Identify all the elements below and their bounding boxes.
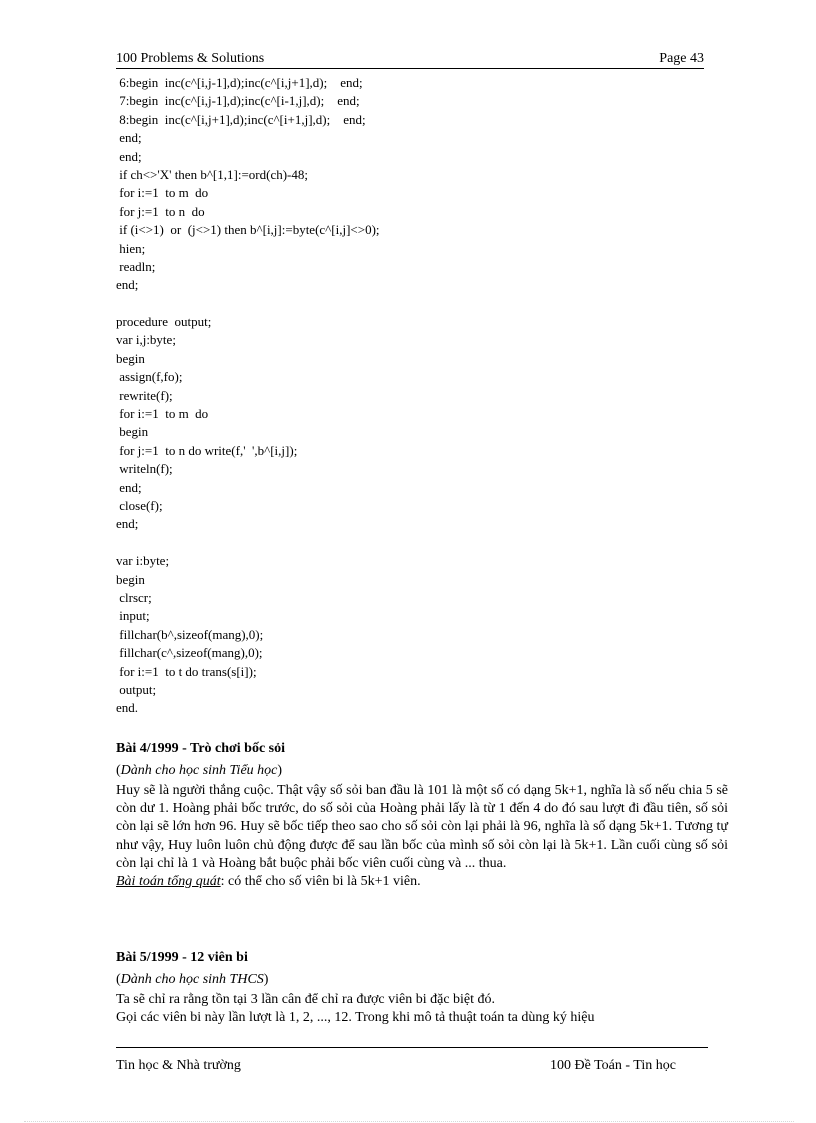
code-line: begin — [116, 350, 145, 366]
header-title: 100 Problems & Solutions — [116, 51, 265, 66]
code-line: 8:begin inc(c^[i,j+1],d);inc(c^[i+1,j],d); end; — [116, 111, 366, 127]
pascal-code-block — [116, 74, 716, 718]
code-line: writeln(f); — [116, 461, 173, 477]
problem-5-title: Bài 5/1999 - 12 viên bi — [116, 950, 248, 965]
code-line: for j:=1 to n do — [116, 203, 205, 219]
code-line: hien; — [116, 240, 146, 256]
page-footer — [116, 1047, 708, 1073]
generalization-label: Bài toán tổng quát — [116, 874, 221, 890]
code-line: output; — [116, 681, 157, 697]
code-line: for i:=1 to m do — [116, 185, 209, 201]
code-line: end; — [116, 277, 139, 293]
code-line: for i:=1 to m do — [116, 406, 209, 422]
problem-4-title: Bài 4/1999 - Trò chơi bốc sỏi — [116, 741, 286, 756]
code-line: assign(f,fo); — [116, 369, 183, 385]
footer-left: Tin học & Nhà trường — [116, 1058, 241, 1073]
code-line: 6:begin inc(c^[i,j-1],d);inc(c^[i,j+1],d); end; — [116, 75, 363, 90]
code-line: end; — [116, 479, 142, 495]
page-header — [116, 50, 704, 69]
code-line: rewrite(f); — [116, 387, 173, 403]
code-line: begin — [116, 424, 149, 440]
code-line: fillchar(c^,sizeof(mang),0); — [116, 645, 263, 661]
code-line: 7:begin inc(c^[i,j-1],d);inc(c^[i-1,j],d); end; — [116, 93, 360, 109]
code-line: readln; — [116, 258, 156, 274]
footer-right: 100 Đề Toán - Tin học — [550, 1058, 676, 1073]
problem-4-solution: Huy sẽ là người thắng cuộc. Thật vậy số sỏi ban đầu là 101 là một số có dạng 5k+1, nghĩa là số nếu chia 5 sẽ còn dư 1. Hoàng phải bốc trước, do số sỏi của Hoàng phải lấy là từ 1 đến 4 do đó sau lượt đi đầu tiên, số sỏi còn lại sẽ lớn hơn 96. Huy sẽ bốc tiếp theo sao cho số sỏi còn lại phải là 96, nghĩa là số dạng 5k+1. Tương tự như vậy, Huy luôn luôn chủ động được để sau lần bốc của mình số sỏi còn lại là 5k+1. Lần cuối cùng số sỏi còn lại chỉ là 1 và Hoàng bắt buộc phải bốc viên cuối cùng và ... thua. — [116, 783, 728, 871]
problem-5-audience: (Dành cho học sinh THCS) — [116, 972, 269, 987]
code-line — [116, 534, 716, 552]
code-line: begin — [116, 571, 145, 587]
code-line: fillchar(b^,sizeof(mang),0); — [116, 626, 264, 642]
code-line: if (i<>1) or (j<>1) then b^[i,j]:=byte(c^[i,j]<>0); — [116, 222, 380, 238]
problem-4-section — [116, 740, 728, 891]
problem-4-generalization: Bài toán tổng quát: có thể cho số viên bi là 5k+1 viên. — [116, 874, 421, 890]
code-line: end; — [116, 148, 142, 164]
code-line: clrscr; — [116, 589, 152, 605]
code-line: procedure output; — [116, 314, 212, 330]
code-line: var i:byte; — [116, 553, 170, 569]
code-line: for j:=1 to n do write(f,' ',b^[i,j]); — [116, 442, 298, 458]
code-line: end; — [116, 516, 139, 532]
code-line: end. — [116, 700, 139, 716]
code-line: close(f); — [116, 497, 163, 513]
problem-5-line-1: Ta sẽ chỉ ra rằng tồn tại 3 lần cân để chỉ ra được viên bi đặc biệt đó. — [116, 992, 496, 1007]
problem-4-audience: (Dành cho học sinh Tiểu học) — [116, 763, 283, 778]
code-line: input; — [116, 608, 150, 624]
page-number: Page 43 — [659, 51, 704, 66]
code-line: if ch<>'X' then b^[1,1]:=ord(ch)-48; — [116, 166, 308, 182]
page-edge-divider — [24, 1121, 794, 1122]
problem-5-line-2: Gọi các viên bi này lần lượt là 1, 2, ..., 12. Trong khi mô tả thuật toán ta dùng ký hiệu — [116, 1010, 595, 1026]
code-line: end; — [116, 130, 142, 146]
code-line: var i,j:byte; — [116, 332, 176, 348]
code-line — [116, 295, 716, 313]
code-line: for i:=1 to t do trans(s[i]); — [116, 663, 257, 679]
problem-5-section — [116, 949, 728, 1027]
